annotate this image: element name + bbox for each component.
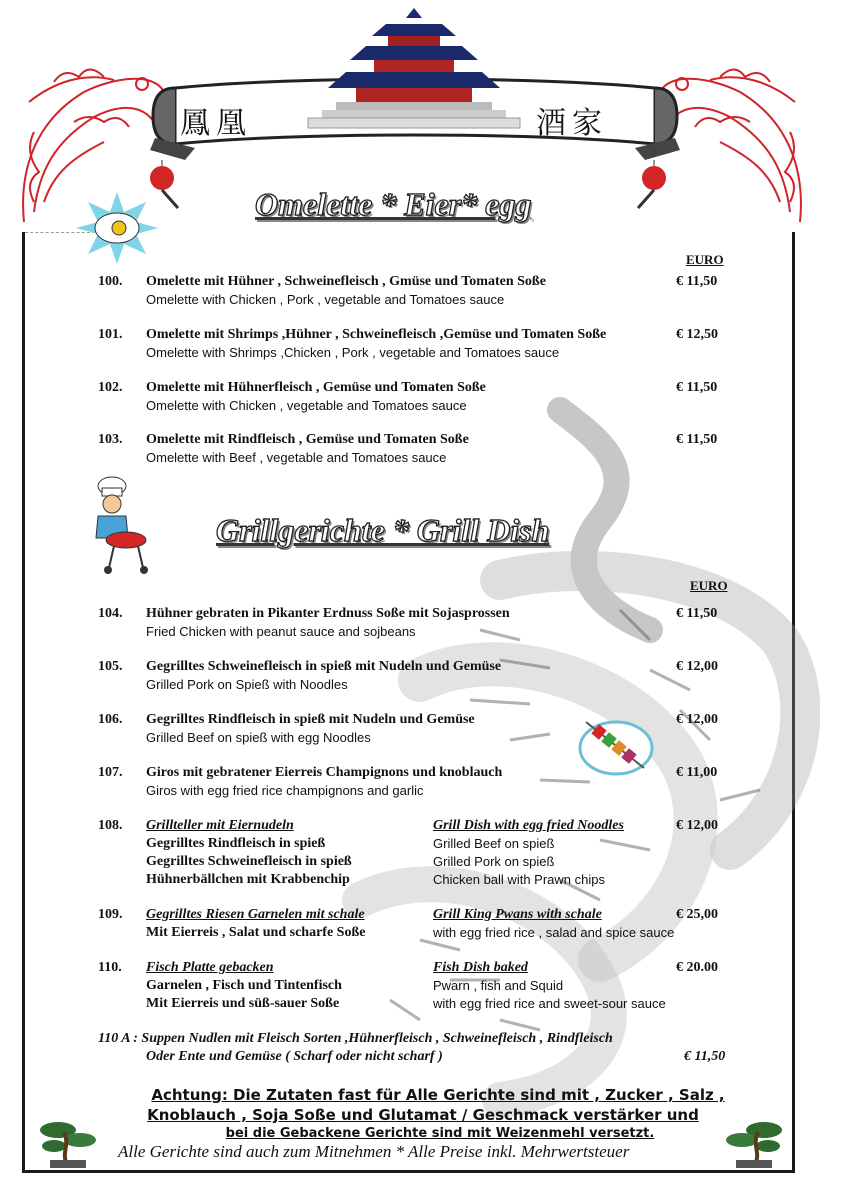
item-107-number: 107. — [98, 765, 123, 780]
item-109-number: 109. — [98, 907, 123, 922]
item-100-number: 100. — [98, 274, 123, 289]
frame-left — [22, 232, 25, 1172]
item-100-price: € 11,50 — [676, 274, 718, 289]
item-103-price: € 11,50 — [676, 432, 718, 447]
item-108-english-line: Grilled Pork on spieß — [433, 854, 555, 869]
item-100-german: Omelette mit Hühner , Schweinefleisch , Gmüse und Tomaten Soße — [146, 274, 546, 289]
item-107-price: € 11,00 — [676, 765, 718, 780]
item-107-english: Giros with egg fried rice champignons and garlic — [146, 783, 424, 798]
item-101-number: 101. — [98, 327, 123, 342]
item-100-english: Omelette with Chicken , Pork , vegetable and Tomatoes sauce — [146, 292, 505, 307]
item-104-number: 104. — [98, 606, 123, 621]
item-108-english-line: Chicken ball with Prawn chips — [433, 872, 605, 887]
item-108-german-line: Hühnerbällchen mit Krabbenchip — [146, 872, 350, 887]
item-109-english-line: with egg fried rice , salad and spice sauce — [433, 925, 675, 940]
item-109-english-title: Grill King Pwans with schale — [433, 907, 602, 922]
item-108-number: 108. — [98, 818, 123, 833]
item-110-english-line: Pwarn , fish and Squid — [433, 978, 564, 993]
item-110-number: 110. — [98, 960, 122, 975]
item-106-german: Gegrilltes Rindfleisch in spieß mit Nudeln und Gemüse — [146, 712, 475, 727]
item-108-price: € 12,00 — [676, 818, 718, 833]
item-108-german-line: Gegrilltes Schweinefleisch in spieß — [146, 854, 352, 869]
item-103-number: 103. — [98, 432, 123, 447]
skewer-plate-icon — [578, 712, 654, 778]
currency-label-omelette: EURO — [686, 252, 724, 267]
item-101-german: Omelette mit Shrimps ,Hühner , Schweinefleisch ,Gemüse und Tomaten Soße — [146, 327, 607, 342]
item-103-english: Omelette with Beef , vegetable and Tomatoes sauce — [146, 450, 447, 465]
item-105-english: Grilled Pork on Spieß with Noodles — [146, 677, 348, 692]
item-102-price: € 11,50 — [676, 380, 718, 395]
item-105-price: € 12,00 — [676, 659, 718, 674]
item-106-price: € 12,00 — [676, 712, 718, 727]
item-108-english-title: Grill Dish with egg fried Noodles — [433, 818, 624, 833]
item-102-german: Omelette mit Hühnerfleisch , Gemüse und Tomaten Soße — [146, 380, 486, 395]
header-chinese-right: 酒家 — [536, 106, 608, 141]
lantern-right-icon — [628, 160, 668, 216]
item-110-english-title: Fish Dish baked — [433, 960, 528, 975]
allergen-notice-line1: Achtung: Die Zutaten fast für Alle Gerichte sind mit , Zucker , Salz , — [151, 1086, 725, 1104]
bonsai-right-icon — [722, 1118, 786, 1172]
item-110-german-title: Fisch Platte gebacken — [146, 960, 274, 975]
item-109-german-title: Gegrilltes Riesen Garnelen mit schale — [146, 907, 365, 922]
chef-grill-icon — [90, 476, 152, 576]
temple-of-heaven-image — [296, 6, 532, 136]
frame-bottom — [22, 1170, 795, 1173]
section-title-grill: Grillgerichte * Grill Dish — [216, 512, 550, 548]
item-110-german-line: Mit Eierreis und süß-sauer Soße — [146, 996, 340, 1011]
item-108-german-line: Gegrilltes Rindfleisch in spieß — [146, 836, 326, 851]
item-110a-line2: Oder Ente und Gemüse ( Scharf oder nicht scharf ) — [146, 1049, 443, 1064]
item-101-english: Omelette with Shrimps ,Chicken , Pork , vegetable and Tomatoes sauce — [146, 345, 560, 360]
item-105-german: Gegrilltes Schweinefleisch in spieß mit Nudeln und Gemüse — [146, 659, 502, 674]
currency-label-grill: EURO — [690, 578, 728, 593]
item-110a-line1: 110 A : Suppen Nudlen mit Fleisch Sorten ,Hühnerfleisch , Schweinefleisch , Rindfleisch — [98, 1031, 613, 1046]
item-103-german: Omelette mit Rindfleisch , Gemüse und Tomaten Soße — [146, 432, 469, 447]
item-108-german-title: Grillteller mit Eiernudeln — [146, 818, 294, 833]
section-title-omelette: Omelette * Eier* egg — [255, 186, 532, 222]
item-104-german: Hühner gebraten in Pikanter Erdnuss Soße mit Sojasprossen — [146, 606, 510, 621]
header-chinese-left: 鳳凰 — [180, 106, 252, 141]
item-110a-price: € 11,50 — [684, 1049, 726, 1064]
item-110-price: € 20.00 — [676, 960, 718, 975]
allergen-notice-line3: bei die Gebackene Gerichte sind mit Weizenmehl versetzt. — [225, 1126, 655, 1141]
item-104-english: Fried Chicken with peanut sauce and sojbeans — [146, 624, 416, 639]
item-105-number: 105. — [98, 659, 123, 674]
item-104-price: € 11,50 — [676, 606, 718, 621]
fried-egg-icon — [76, 192, 158, 264]
item-106-number: 106. — [98, 712, 123, 727]
item-106-english: Grilled Beef on spieß with egg Noodles — [146, 730, 371, 745]
item-108-english-line: Grilled Beef on spieß — [433, 836, 555, 851]
item-102-english: Omelette with Chicken , vegetable and Tomatoes sauce — [146, 398, 467, 413]
item-110-german-line: Garnelen , Fisch und Tintenfisch — [146, 978, 342, 993]
item-101-price: € 12,50 — [676, 327, 718, 342]
item-110-english-line: with egg fried rice and sweet-sour sauce — [433, 996, 666, 1011]
allergen-notice-line2: Knoblauch , Soja Soße und Glutamat / Geschmack verstärker und — [147, 1106, 699, 1124]
footer-takeaway-vat-note: Alle Gerichte sind auch zum Mitnehmen * Alle Preise inkl. Mehrwertsteuer — [118, 1142, 630, 1161]
item-109-german-line: Mit Eierreis , Salat und scharfe Soße — [146, 925, 366, 940]
item-107-german: Giros mit gebratener Eierreis Champignons und knoblauch — [146, 765, 503, 780]
bonsai-left-icon — [36, 1118, 100, 1172]
item-109-price: € 25,00 — [676, 907, 718, 922]
item-102-number: 102. — [98, 380, 123, 395]
